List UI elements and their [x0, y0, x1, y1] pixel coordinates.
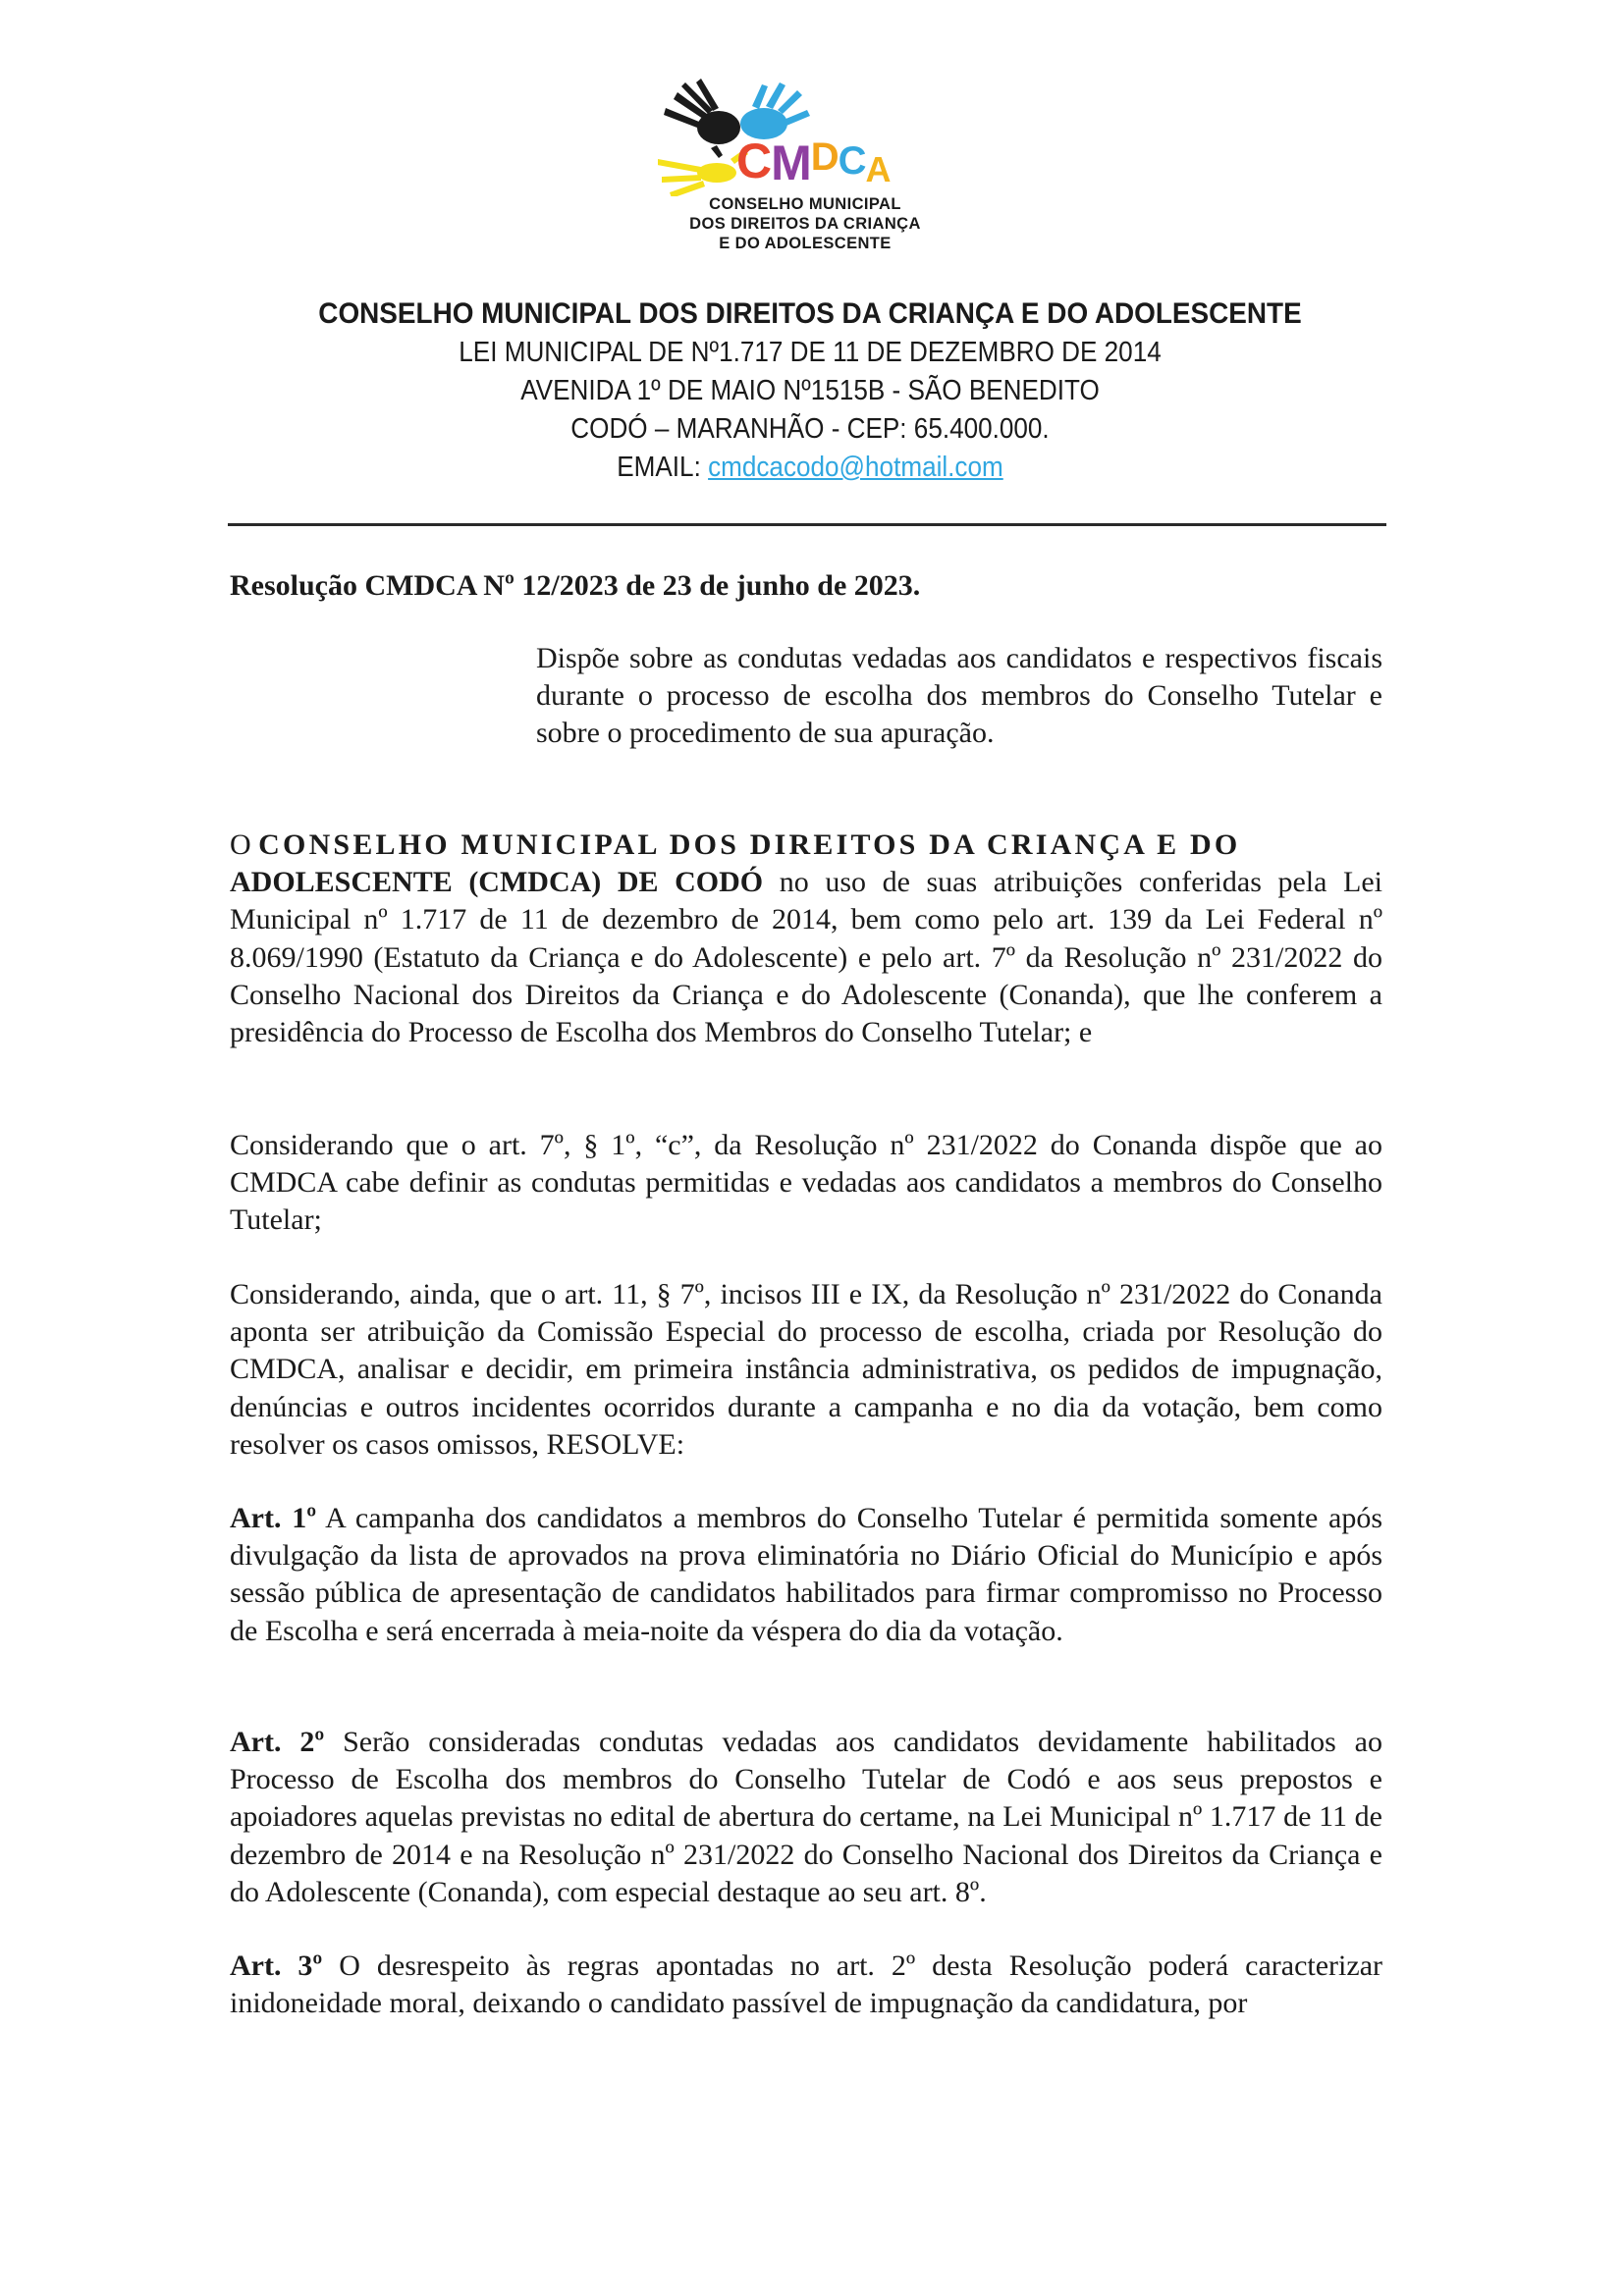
letterhead-address: AVENIDA 1º DE MAIO Nº1515B - SÃO BENEDITO — [520, 375, 1100, 406]
preamble-text: no uso de suas atribuições conferidas pela Lei Municipal nº 1.717 de 11 de dezembro de 2014, bem como pelo art. 139 da Lei Federal nº 8.069/1990 (Estatuto da Criança e do Adolescente) e pelo art. 7º da Resolução nº 231/2022 do Conselho Nacional dos Direitos da Criança e do Adolescente (Conanda), que lhe conferem a presidência do Processo de Escolha dos Membros do Conselho Tutelar; e — [230, 866, 1383, 1049]
article-label: Art. 3º — [230, 1949, 323, 1982]
considerando-paragraph: Considerando, ainda, que o art. 11, § 7º, incisos III e IX, da Resolução nº 231/2022 do Conanda aponta ser atribuição da Comissão Especial do processo de escolha, criada por Resolução do CMDCA, analisar e decidir, em primeira instância administrativa, os pedidos de impugnação, denúncias e outros incidentes ocorridos durante a campanha e no dia da votação, bem como resolver os casos omissos, RESOLVE: — [230, 1278, 1382, 1461]
logo-subtitle — [658, 194, 952, 253]
article-paragraph — [230, 1724, 1382, 1911]
preamble-opening: O — [230, 828, 251, 861]
email-label: EMAIL: — [617, 452, 701, 483]
article-text: Serão consideradas condutas vedadas aos candidatos devidamente habilitados ao Processo de Escolha dos membros do Conselho Tutelar de Codó e aos seus prepostos e apoiadores aquelas previstas no edital de abertura do certame, na Lei Municipal nº 1.717 de 11 de dezembro de 2014 e na Resolução nº 231/2022 do Conselho Nacional dos Direitos da Criança e do Adolescente (Conanda), com especial destaque ao seu art. 8º. — [230, 1726, 1382, 1908]
resolution-title: Resolução CMDCA Nº 12/2023 de 23 de junho de 2023. — [230, 569, 921, 602]
letterhead-city: CODÓ – MARANHÃO - CEP: 65.400.000. — [570, 413, 1050, 445]
article-label: Art. 2º — [230, 1726, 325, 1758]
logo-letter: D — [810, 135, 839, 179]
article-paragraph — [230, 1948, 1382, 2022]
article-text: O desrespeito às regras apontadas no art. 2º desta Resolução poderá caracterizar inidoneidade moral, deixando o candidato passível de impugnação da candidatura, por — [230, 1949, 1383, 2020]
article-text: A campanha dos candidatos a membros do Conselho Tutelar é permitida somente após divulgação da lista de aprovados na prova eliminatória no Diário Oficial do Município e após sessão pública de apresentação de candidatos habilitados para firmar compromisso no Processo de Escolha e será encerrada à meia-noite da véspera do dia da votação. — [230, 1502, 1383, 1647]
letterhead-email-line — [276, 449, 1345, 487]
logo-acronym — [736, 130, 952, 193]
header-divider — [228, 523, 1386, 526]
logo-letter: M — [771, 135, 811, 190]
logo-letter: C — [838, 139, 866, 183]
preamble-bold-line-1: CONSELHO MUNICIPAL DOS DIREITOS DA CRIANÇA E DO — [258, 828, 1241, 861]
preamble-paragraph — [230, 827, 1382, 1051]
logo-letter: C — [736, 133, 772, 188]
preamble-bold-line-2: ADOLESCENTE (CMDCA) DE CODÓ — [230, 866, 764, 899]
article-label: Art. 1º — [230, 1502, 317, 1534]
email-link[interactable]: cmdcacodo@hotmail.com — [708, 452, 1003, 483]
logo-subtitle-line: DOS DIREITOS DA CRIANÇA — [689, 215, 921, 233]
logo-letter: A — [865, 149, 891, 189]
logo-subtitle-line: CONSELHO MUNICIPAL — [709, 195, 901, 213]
cmdca-logo — [658, 79, 952, 260]
considerando-paragraph: Considerando que o art. 7º, § 1º, “c”, da Resolução nº 231/2022 do Conanda dispõe que ao CMDCA cabe definir as condutas permitidas e vedadas aos candidatos a membros do Conselho Tutelar; — [230, 1129, 1382, 1237]
letterhead — [216, 294, 1404, 487]
article-paragraph — [230, 1500, 1382, 1650]
letterhead-law: LEI MUNICIPAL DE Nº1.717 DE 11 DE DEZEMBRO DE 2014 — [459, 337, 1162, 368]
letterhead-title: CONSELHO MUNICIPAL DOS DIREITOS DA CRIANÇA E DO ADOLESCENTE — [318, 297, 1302, 330]
logo-subtitle-line: E DO ADOLESCENTE — [719, 235, 892, 252]
resolution-ementa: Dispõe sobre as condutas vedadas aos candidatos e respectivos fiscais durante o processo de escolha dos membros do Conselho Tutelar e sobre o procedimento de sua apuração. — [536, 642, 1382, 749]
